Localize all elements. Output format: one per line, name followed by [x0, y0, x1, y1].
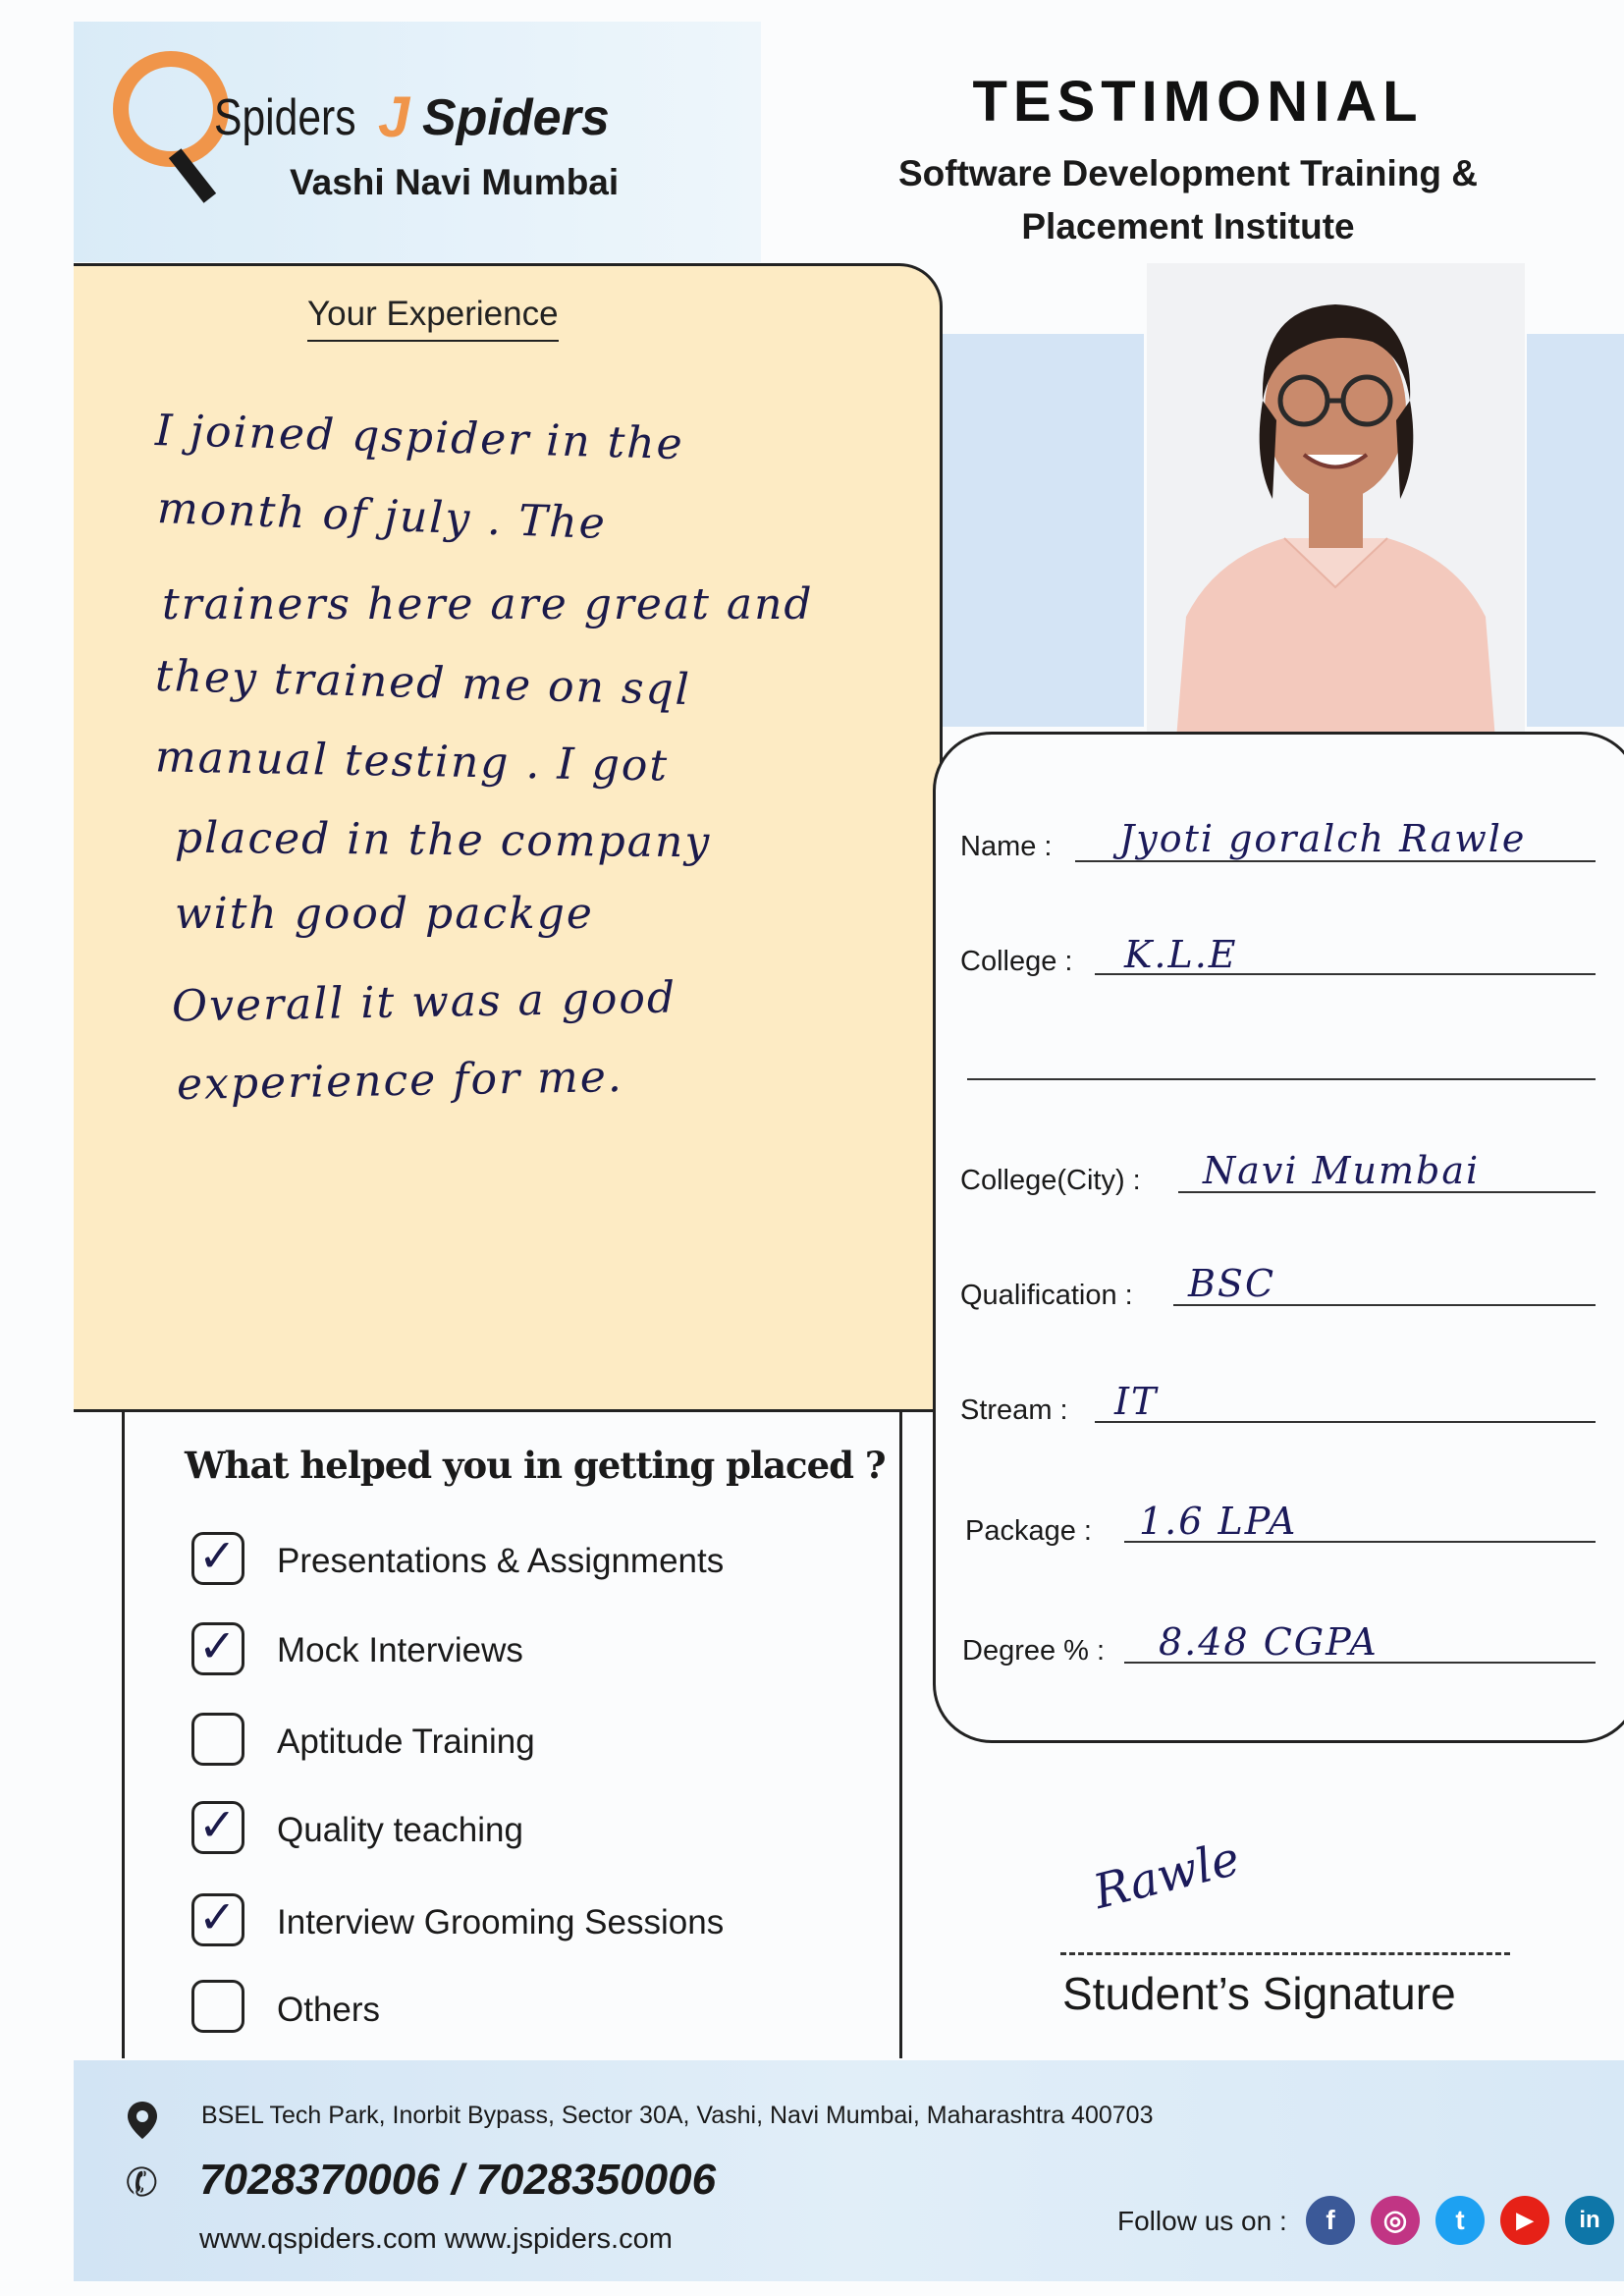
subtitle-line-2: Placement Institute	[1021, 206, 1355, 246]
qualification-label: Qualification :	[960, 1280, 1133, 1311]
youtube-icon[interactable]: ▶	[1500, 2196, 1549, 2245]
degree-label: Degree % :	[962, 1635, 1106, 1667]
linkedin-icon[interactable]: in	[1565, 2196, 1614, 2245]
photo-accent-bar-right	[1527, 334, 1624, 727]
degree-underline	[1124, 1662, 1596, 1664]
experience-line: month of july . The	[156, 483, 608, 549]
qspiders-logo-ring	[113, 51, 229, 167]
option-label-quality-teaching: Quality teaching	[277, 1811, 523, 1849]
name-label: Name :	[960, 831, 1053, 862]
checkbox-mock-interviews[interactable]	[191, 1619, 244, 1675]
check-mark-icon: ✓	[198, 1890, 237, 1943]
qspiders-wordmark: Spiders	[214, 89, 356, 146]
college-city-underline	[1178, 1191, 1596, 1193]
checkbox-others[interactable]	[191, 1980, 244, 2033]
experience-line: Overall it was a good	[171, 972, 677, 1032]
option-label-mock-interviews: Mock Interviews	[277, 1631, 523, 1669]
college-label: College :	[960, 946, 1073, 977]
twitter-icon[interactable]: t	[1435, 2196, 1485, 2245]
qualification-underline	[1173, 1304, 1596, 1306]
name-underline	[1075, 860, 1596, 862]
college-city-label: College(City) :	[960, 1165, 1141, 1196]
footer-address: BSEL Tech Park, Inorbit Bypass, Sector 30A, Vashi, Navi Mumbai, Maharashtra 400703	[201, 2102, 1154, 2129]
option-label-aptitude-training: Aptitude Training	[277, 1722, 535, 1761]
check-mark-icon: ✓	[198, 1798, 237, 1851]
option-label-grooming-sessions: Interview Grooming Sessions	[277, 1903, 725, 1941]
checkbox-aptitude-training[interactable]	[191, 1713, 244, 1766]
jspiders-wordmark: Spiders	[422, 89, 610, 146]
page-subtitle	[825, 147, 1551, 253]
experience-line: with good packge	[175, 889, 594, 939]
college-underline-extra	[967, 1078, 1596, 1080]
experience-line: experience for me.	[176, 1052, 624, 1110]
check-mark-icon: ✓	[198, 1529, 237, 1582]
college-underline	[1095, 973, 1596, 975]
page-title: TESTIMONIAL	[972, 70, 1424, 134]
facebook-icon[interactable]: f	[1306, 2196, 1355, 2245]
qualification-value: BSC	[1188, 1262, 1276, 1305]
signature-line	[1060, 1952, 1510, 1955]
option-label-presentations: Presentations & Assignments	[277, 1542, 725, 1580]
student-photo	[1147, 263, 1525, 739]
experience-line: I joined qspider in the	[154, 405, 685, 470]
footer-websites[interactable]: www.qspiders.com www.jspiders.com	[199, 2223, 673, 2255]
stream-underline	[1095, 1421, 1596, 1423]
package-label: Package :	[965, 1515, 1092, 1547]
branch-name: Vashi Navi Mumbai	[290, 162, 620, 202]
package-value: 1.6 LPA	[1139, 1500, 1298, 1543]
location-pin-icon	[126, 2100, 159, 2145]
checkbox-quality-teaching[interactable]	[191, 1798, 244, 1854]
checkbox-presentations[interactable]	[191, 1529, 244, 1585]
experience-heading: Your Experience	[307, 295, 559, 342]
jspiders-j-mark: J	[378, 85, 410, 149]
stream-value: IT	[1114, 1380, 1159, 1423]
subtitle-line-1: Software Development Training &	[897, 153, 1479, 193]
student-portrait-illustration	[1147, 263, 1525, 739]
experience-line: manual testing . I got	[154, 732, 670, 792]
instagram-icon[interactable]: ◎	[1371, 2196, 1420, 2245]
name-value: Jyoti goralch Rawle	[1119, 817, 1527, 860]
check-mark-icon: ✓	[198, 1619, 237, 1672]
signature-label: Student’s Signature	[1062, 1968, 1456, 2019]
phone-icon: ✆	[120, 2157, 164, 2210]
option-label-others: Others	[277, 1991, 381, 2029]
checkbox-grooming-sessions[interactable]	[191, 1890, 244, 1946]
college-value: K.L.E	[1124, 933, 1238, 976]
photo-accent-bar-left	[943, 334, 1144, 727]
placement-help-question: What helped you in getting placed ?	[185, 1444, 886, 1487]
college-city-value: Navi Mumbai	[1203, 1149, 1481, 1192]
student-details-card	[933, 732, 1624, 1743]
follow-us-label: Follow us on :	[1117, 2206, 1287, 2236]
student-signature-scribble: Rawle	[1088, 1831, 1246, 1921]
stream-label: Stream :	[960, 1394, 1068, 1426]
package-underline	[1124, 1541, 1596, 1543]
experience-line: placed in the company	[174, 812, 712, 868]
footer-phones: 7028370006 / 7028350006	[199, 2156, 717, 2204]
degree-value: 8.48 CGPA	[1159, 1620, 1379, 1664]
experience-line: they trained me on sql	[154, 650, 692, 716]
experience-line: trainers here are great and	[162, 579, 814, 629]
